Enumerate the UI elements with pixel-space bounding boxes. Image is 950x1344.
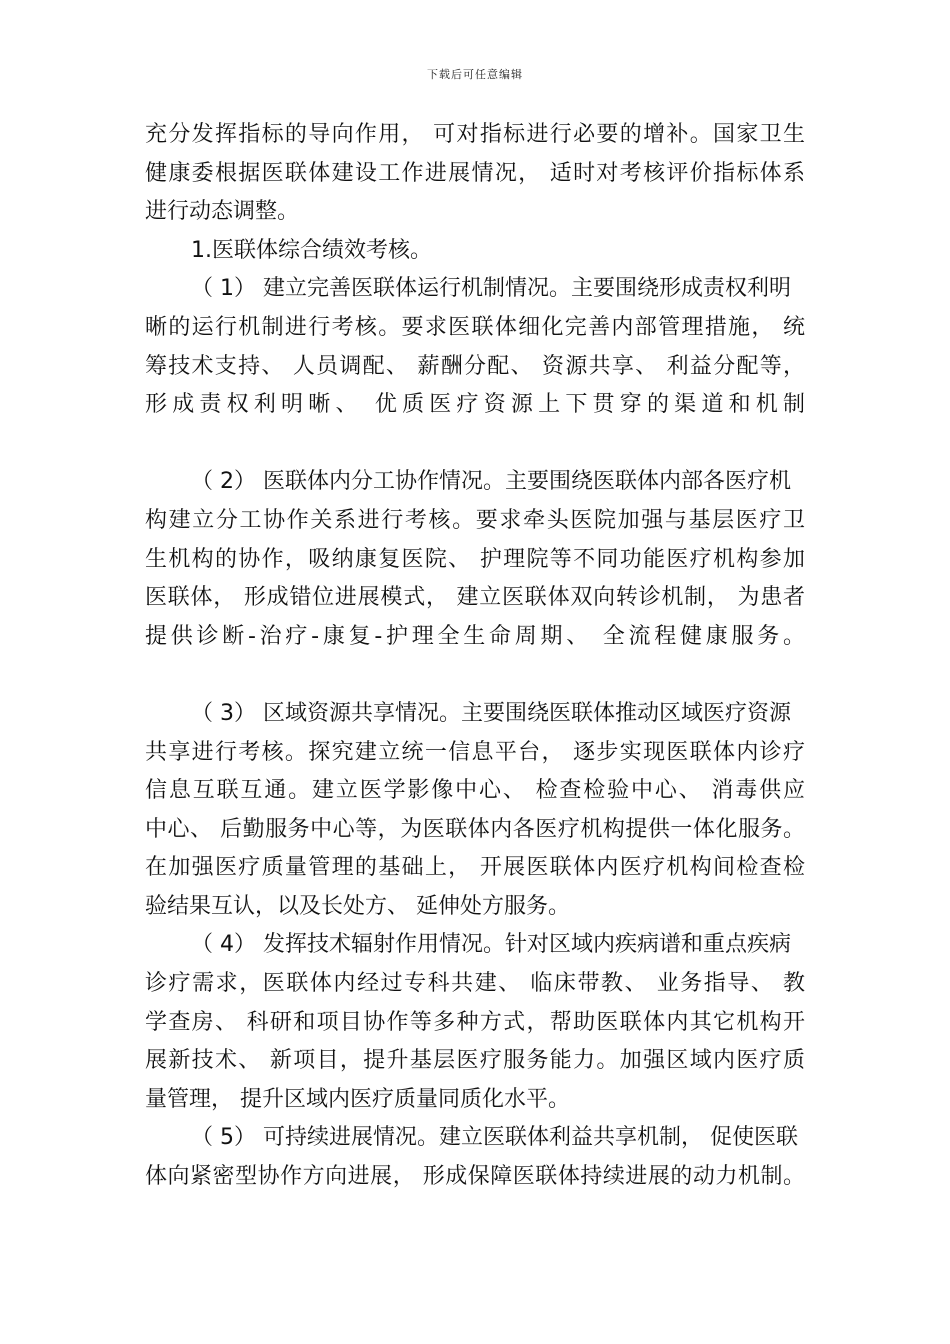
paragraph-start: （ 1） 建立完善医联体运行机制情况。主要围绕形成责权利明 <box>191 276 791 302</box>
page-header-note: 下载后可任意编辑 <box>427 68 523 81</box>
document-body <box>145 116 815 1197</box>
section-heading: 1.医联体综合绩效考核。 <box>191 237 432 263</box>
text-line: 量管理， 提升区域内医疗质量同质化水平。 <box>145 1086 570 1112</box>
text-line: 提供诊断-治疗-康复-护理全生命周期、 全流程健康服务。 <box>145 623 805 649</box>
text-line: 体向紧密型协作方向进展， 形成保障医联体持续进展的动力机制。 <box>145 1164 805 1190</box>
text-line: 在加强医疗质量管理的基础上， 开展医联体内医疗机构间检查检 <box>145 855 805 881</box>
text-line: 健康委根据医联体建设工作进展情况， 适时对考核评价指标体系 <box>145 160 805 186</box>
text-line: 医联体， 形成错位进展模式， 建立医联体双向转诊机制， 为患者 <box>145 585 805 611</box>
text-line: 充分发挥指标的导向作用， 可对指标进行必要的增补。国家卫生 <box>145 122 805 147</box>
text-line: 筹技术支持、 人员调配、 薪酬分配、 资源共享、 利益分配等， <box>145 353 805 379</box>
paragraph-start: （ 4） 发挥技术辐射作用情况。针对区域内疾病谱和重点疾病 <box>191 932 791 958</box>
paragraph-start: （ 5） 可持续进展情况。建立医联体利益共享机制， 促使医联 <box>191 1125 798 1151</box>
paragraph-start: （ 3） 区域资源共享情况。主要围绕医联体推动区域医疗资源 <box>191 700 791 726</box>
paragraph-gap <box>145 425 815 464</box>
text-line: 中心、 后勤服务中心等，为医联体内各医疗机构提供一体化服务。 <box>145 816 805 842</box>
paragraph-start: （ 2） 医联体内分工协作情况。主要围绕医联体内部各医疗机 <box>191 469 791 495</box>
text-line: 信息互联互通。建立医学影像中心、 检查检验中心、 消毒供应 <box>145 778 805 804</box>
text-line: 共享进行考核。探究建立统一信息平台， 逐步实现医联体内诊疗 <box>145 739 805 765</box>
text-line: 构建立分工协作关系进行考核。要求牵头医院加强与基层医疗卫 <box>145 507 805 533</box>
text-line: 验结果互认，以及长处方、 延伸处方服务。 <box>145 893 570 919</box>
text-line: 进行动态调整。 <box>145 199 300 225</box>
text-line: 诊疗需求，医联体内经过专科共建、 临床带教、 业务指导、 教 <box>145 971 805 997</box>
text-line: 展新技术、 新项目，提升基层医疗服务能力。加强区域内医疗质 <box>145 1048 805 1074</box>
text-line: 形成责权利明晰、 优质医疗资源上下贯穿的渠道和机制 <box>145 392 805 418</box>
text-line: 生机构的协作，吸纳康复医院、 护理院等不同功能医疗机构参加 <box>145 546 805 572</box>
text-line: 学查房、 科研和项目协作等多种方式，帮助医联体内其它机构开 <box>145 1009 805 1035</box>
paragraph-gap <box>145 656 815 695</box>
text-line: 晰的运行机制进行考核。要求医联体细化完善内部管理措施， 统 <box>145 314 805 340</box>
